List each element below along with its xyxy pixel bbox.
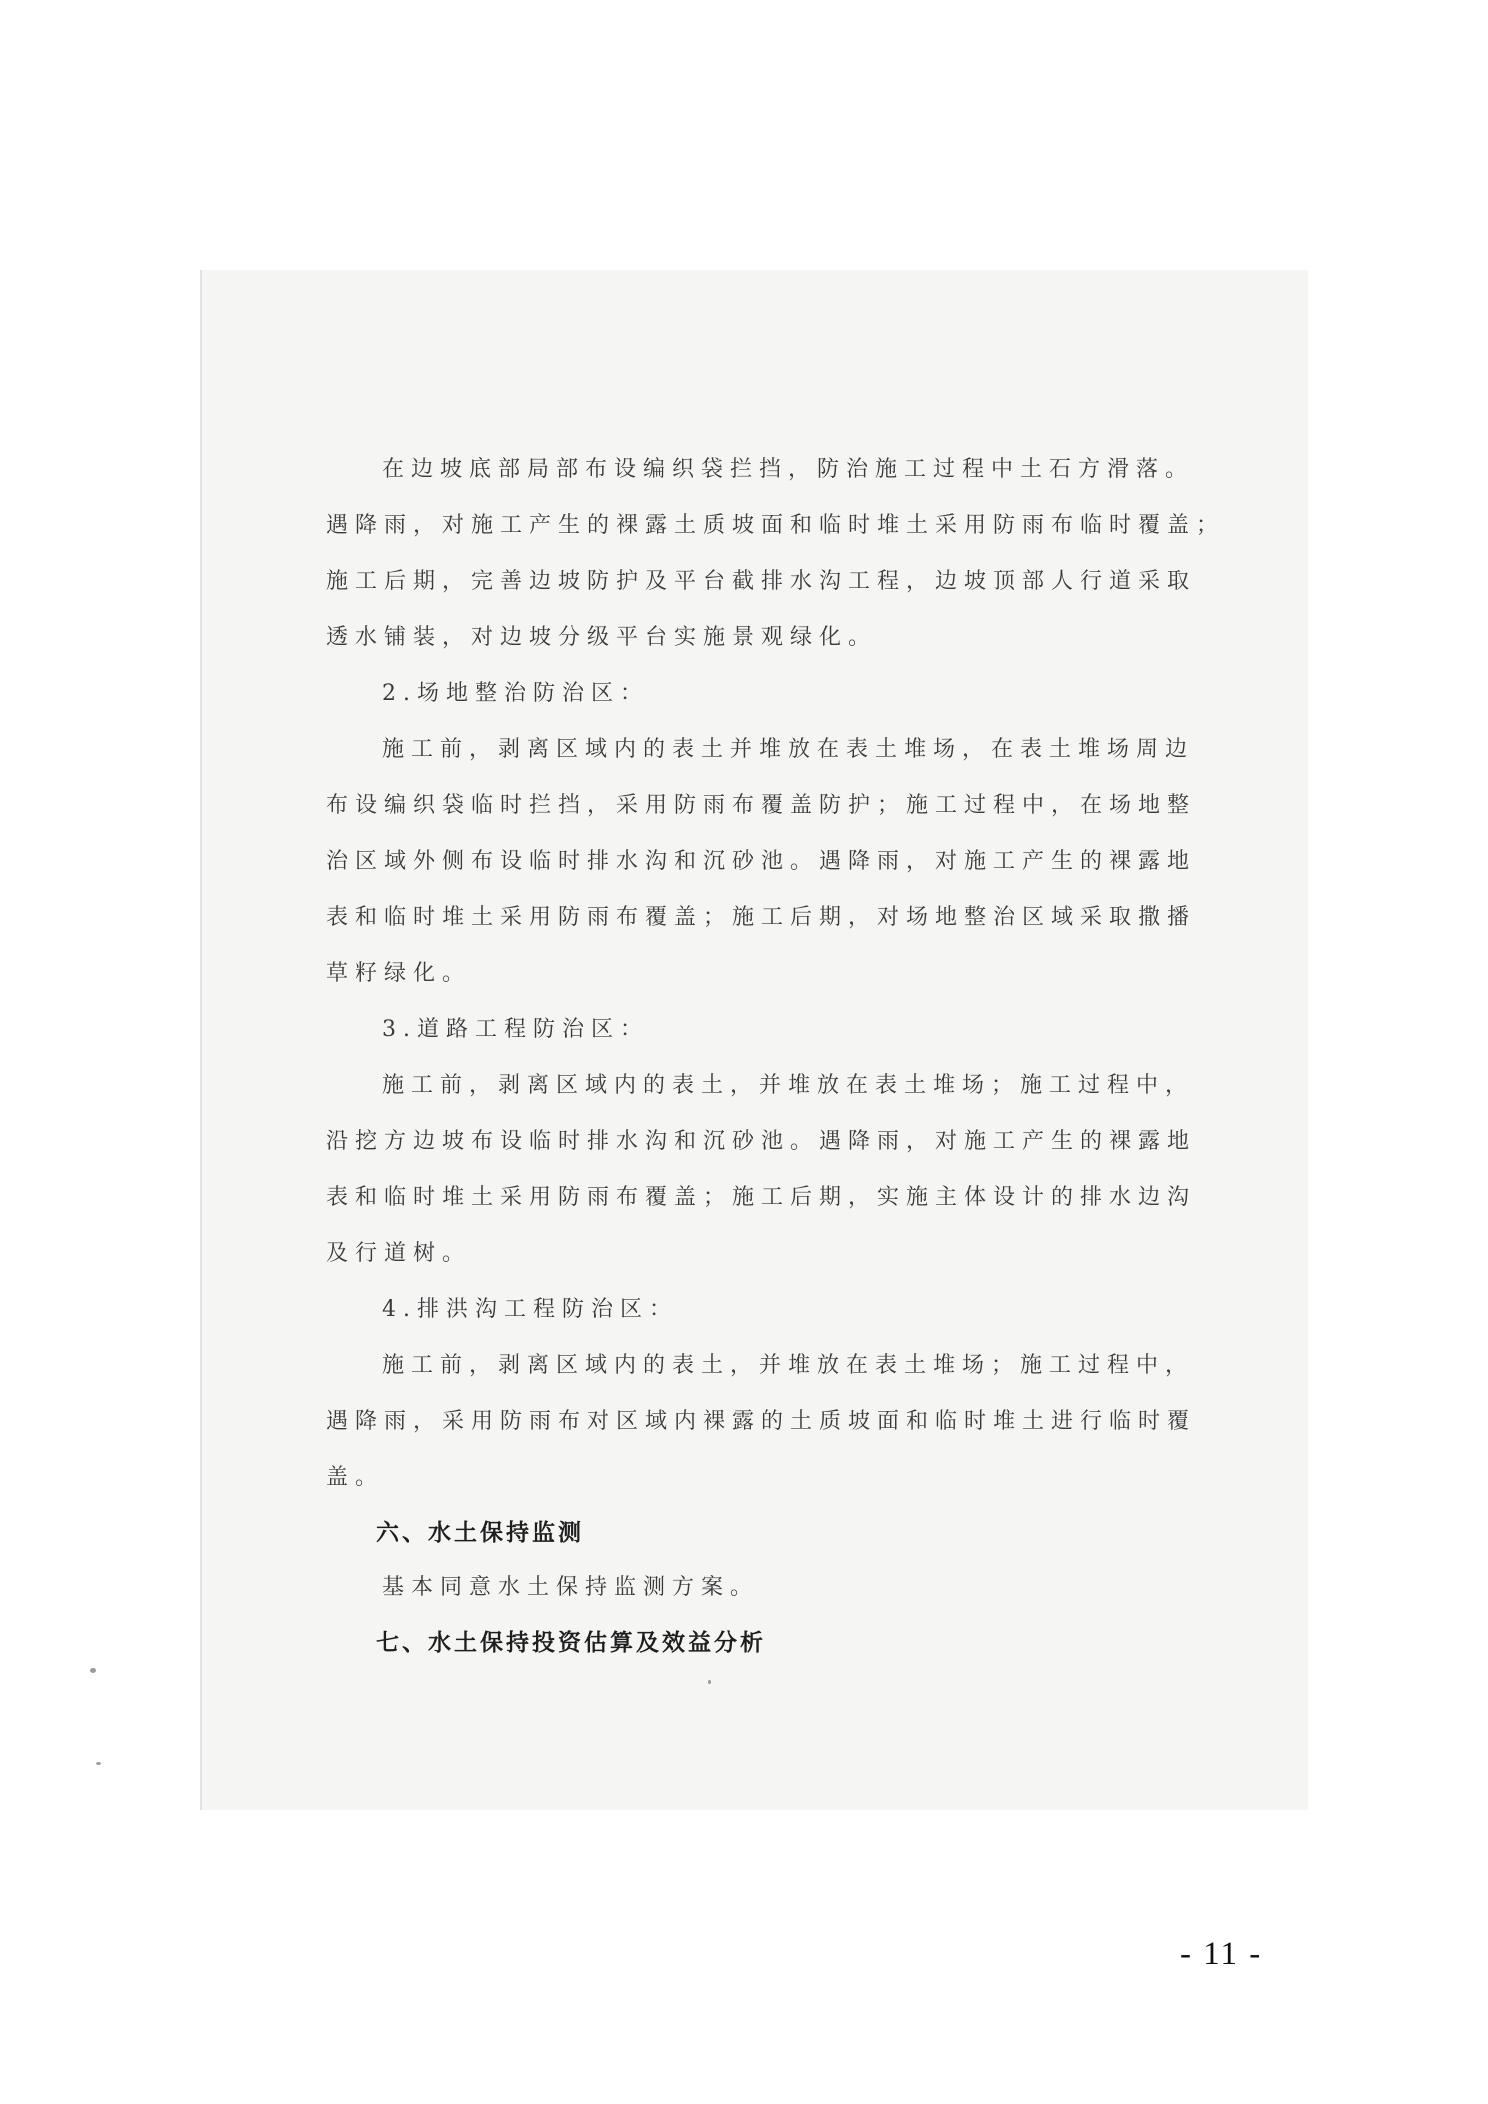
paragraph-line: 施工前，剥离区域内的表土，并堆放在表土堆场；施工过程中，	[382, 1073, 1195, 1098]
page-number: - 11 -	[1180, 1936, 1263, 1972]
paragraph-line: 施工前，剥离区域内的表土并堆放在表土堆场，在表土堆场周边	[382, 737, 1195, 762]
paragraph-line: 沿挖方边坡布设临时排水沟和沉砂池。遇降雨，对施工产生的裸露地	[326, 1129, 1197, 1154]
section-subheading: 4.排洪沟工程防治区：	[382, 1297, 678, 1322]
paragraph-line: 在边坡底部局部布设编织袋拦挡，防治施工过程中土石方滑落。	[382, 457, 1195, 482]
section-subheading: 3.道路工程防治区：	[382, 1017, 649, 1042]
section-subheading: 2.场地整治防治区：	[382, 681, 649, 706]
scan-speck	[708, 1680, 711, 1684]
paragraph-line: 治区域外侧布设临时排水沟和沉砂池。遇降雨，对施工产生的裸露地	[326, 849, 1197, 874]
paragraph-line: 表和临时堆土采用防雨布覆盖；施工后期，对场地整治区域采取撒播	[326, 905, 1197, 930]
section-heading: 七、水土保持投资估算及效益分析	[376, 1630, 766, 1656]
paragraph-line: 草籽绿化。	[326, 961, 472, 986]
scan-speck	[90, 1668, 96, 1673]
paragraph-line: 施工前，剥离区域内的表土，并堆放在表土堆场；施工过程中，	[382, 1353, 1195, 1378]
scan-speck	[96, 1762, 101, 1765]
paragraph-line: 遇降雨，对施工产生的裸露土质坡面和临时堆土采用防雨布临时覆盖；	[326, 513, 1226, 538]
paragraph-line: 布设编织袋临时拦挡，采用防雨布覆盖防护；施工过程中，在场地整	[326, 793, 1197, 818]
paragraph-line: 表和临时堆土采用防雨布覆盖；施工后期，实施主体设计的排水边沟	[326, 1185, 1197, 1210]
paragraph-line: 及行道树。	[326, 1241, 472, 1266]
paragraph-line: 施工后期，完善边坡防护及平台截排水沟工程，边坡顶部人行道采取	[326, 569, 1197, 594]
paragraph-line: 透水铺装，对边坡分级平台实施景观绿化。	[326, 625, 878, 650]
paragraph-line: 盖。	[326, 1465, 385, 1490]
paragraph-line: 基本同意水土保持监测方案。	[382, 1575, 760, 1600]
section-heading: 六、水土保持监测	[376, 1520, 584, 1546]
paragraph-line: 遇降雨，采用防雨布对区域内裸露的土质坡面和临时堆土进行临时覆	[326, 1409, 1197, 1434]
